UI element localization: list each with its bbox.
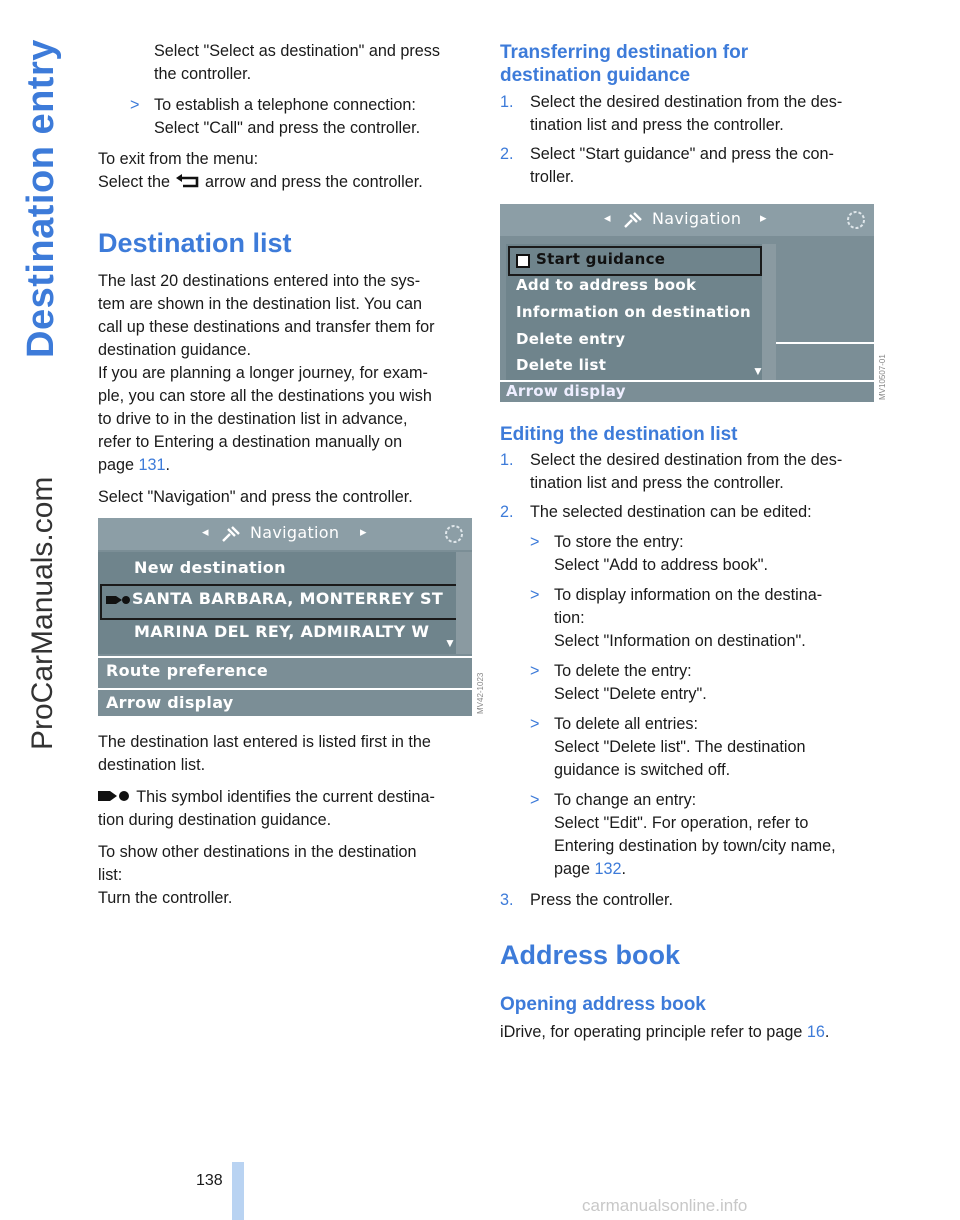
- step-number: 1.: [500, 451, 514, 469]
- heading-destination-list: Destination list: [98, 228, 292, 258]
- edit-step-3: [500, 889, 880, 912]
- chevron-left-icon: ◂: [604, 210, 611, 225]
- bullet-delete-entry: [530, 660, 880, 706]
- heading-line: destination guidance: [500, 65, 691, 86]
- chevron-right-icon: ▸: [760, 210, 767, 225]
- bullet-store-entry: [530, 531, 880, 577]
- scroll-down-icon: ▼: [752, 364, 764, 378]
- page-ref-text: page: [554, 860, 591, 878]
- body-line: tem are shown in the destination list. You can: [98, 295, 422, 313]
- heading-opening-address-book: Opening address book: [500, 994, 706, 1015]
- satellite-icon: [220, 524, 242, 544]
- image-code: [476, 650, 488, 716]
- bullet-marker: >: [530, 662, 540, 680]
- image-code-text: MV42-1023: [476, 672, 485, 714]
- step-text: Select the desired destination from the des-: [530, 93, 843, 111]
- intro-line: Select "Select as destination" and press: [154, 42, 440, 60]
- body-line: to drive to in the destination list in advance,: [98, 410, 408, 428]
- body-line: To show other destinations in the destination: [98, 843, 417, 861]
- page-link-16[interactable]: 16: [806, 1023, 825, 1041]
- destination-entry-2[interactable]: MARINA DEL REY, ADMIRALTY W: [134, 622, 430, 641]
- image-code-text: MV10507-01: [878, 354, 887, 400]
- editing-steps: [500, 449, 880, 912]
- step-text: Press the controller.: [530, 891, 674, 909]
- step-text: tination list and press the controller.: [530, 116, 784, 134]
- left-column-top: [98, 40, 478, 194]
- step-text: troller.: [530, 168, 575, 186]
- heading-address-book: Address book: [500, 940, 681, 970]
- step-1: [500, 91, 880, 137]
- step-number: 3.: [500, 891, 514, 909]
- step-text: Select the desired destination from the des-: [530, 451, 843, 469]
- start-guidance-icon: [516, 254, 530, 268]
- scrollbar[interactable]: [456, 552, 472, 654]
- body-line: destination list.: [98, 756, 206, 774]
- heading-transferring-destination: [500, 41, 748, 87]
- body-line: The destination last entered is listed first in the: [98, 733, 431, 751]
- bullet-text: Select "Edit". For operation, refer to: [554, 814, 809, 832]
- bullet-change-entry: [530, 789, 880, 881]
- divider: [776, 342, 874, 344]
- scroll-down-icon: ▼: [444, 636, 456, 650]
- bullet-text: Select "Call" and press the controller.: [154, 119, 421, 137]
- image-code: [878, 330, 890, 402]
- bullet-text: To delete all entries:: [554, 715, 698, 733]
- symbol-text: This symbol identifies the current destina-: [136, 788, 435, 806]
- bullet-text: guidance is switched off.: [554, 761, 731, 779]
- settings-gear-icon: [844, 208, 868, 232]
- page-ref-text: iDrive, for operating principle refer to page: [500, 1023, 803, 1041]
- step-text: tination list and press the controller.: [530, 474, 784, 492]
- step-2: [500, 143, 880, 189]
- navigation-screen-destination-list: [98, 518, 472, 716]
- step-number: 2.: [500, 145, 514, 163]
- body-line: iDrive, for operating principle refer to page 16.: [500, 1023, 830, 1041]
- menu-item-delete-list[interactable]: Delete list: [516, 356, 607, 374]
- edit-step-1: [500, 449, 880, 495]
- bullet-text: Select "Add to address book".: [554, 556, 768, 574]
- navigation-screen-start-guidance: [500, 204, 874, 402]
- chevron-right-icon: ▸: [360, 524, 367, 539]
- satellite-icon: [622, 210, 644, 230]
- bullet-text: To display information on the destina-: [554, 586, 823, 604]
- menu-item-new-destination[interactable]: New destination: [134, 558, 286, 577]
- divider: [98, 688, 472, 690]
- body-line: tion during destination guidance.: [98, 811, 332, 829]
- page-link-132[interactable]: 132: [594, 860, 622, 878]
- menu-item-route-preference[interactable]: Route preference: [106, 661, 269, 680]
- bullet-text: To establish a telephone connection:: [154, 96, 416, 114]
- menu-item-information-on-destination[interactable]: Information on destination: [516, 303, 752, 321]
- destination-arrow-icon: [106, 594, 130, 606]
- scrollbar[interactable]: [762, 244, 776, 380]
- body-line: call up these destinations and transfer them for: [98, 318, 435, 336]
- chevron-left-icon: ◂: [202, 524, 209, 539]
- body-line: If you are planning a longer journey, for exam-: [98, 364, 428, 382]
- bullet-text: Entering destination by town/city name,: [554, 837, 836, 855]
- bullet-text: To store the entry:: [554, 533, 684, 551]
- transfer-steps: [500, 91, 880, 189]
- body-line: refer to Entering a destination manually on: [98, 433, 403, 451]
- destination-entry-1: SANTA BARBARA, MONTERREY ST: [132, 589, 444, 608]
- body-line: list:: [98, 866, 123, 884]
- page-link-131[interactable]: 131: [138, 456, 166, 474]
- footer-watermark: carmanualsonline.info: [582, 1196, 748, 1215]
- menu-item-delete-entry[interactable]: Delete entry: [516, 330, 626, 348]
- screen-header-title: Navigation: [652, 209, 742, 228]
- symbol-explanation: [98, 786, 478, 809]
- bullet-delete-all: [530, 713, 880, 782]
- exit-text-b: arrow and press the controller.: [205, 173, 423, 191]
- bullet-text: tion:: [554, 609, 585, 627]
- bullet-text: Select "Delete entry".: [554, 685, 707, 703]
- side-watermark: [26, 470, 60, 1190]
- destination-list-intro: [98, 270, 478, 509]
- body-line: The last 20 destinations entered into the sys-: [98, 272, 421, 290]
- step-number: 2.: [500, 503, 514, 521]
- intro-line: the controller.: [154, 65, 252, 83]
- bullet-marker: >: [530, 715, 540, 733]
- bullet-text: page 132.: [554, 860, 627, 878]
- idrive-reference: [500, 1021, 900, 1044]
- bullet-text: To delete the entry:: [554, 662, 692, 680]
- bullet-text: Select "Information on destination".: [554, 632, 806, 650]
- page-number-bar: [232, 1162, 244, 1220]
- bullet-marker: >: [530, 586, 540, 604]
- step-text: Select "Start guidance" and press the con-: [530, 145, 834, 163]
- left-column-bottom: [98, 731, 478, 910]
- bullet-display-info: [530, 584, 880, 653]
- section-title-text: Destination entry: [20, 39, 62, 358]
- menu-item-arrow-display[interactable]: Arrow display: [106, 693, 234, 712]
- bullet-text: To change an entry:: [554, 791, 697, 809]
- menu-item-arrow-display[interactable]: Arrow display: [506, 382, 626, 400]
- heading-editing-destination-list: Editing the destination list: [500, 424, 738, 445]
- settings-gear-icon: [442, 522, 466, 546]
- menu-item-start-guidance[interactable]: Start guidance: [536, 250, 666, 268]
- exit-text: To exit from the menu:: [98, 150, 259, 168]
- sidebar-section-title: [20, 40, 64, 360]
- body-line: Turn the controller.: [98, 889, 233, 907]
- bullet-marker: >: [130, 96, 140, 114]
- bullet-marker: >: [530, 533, 540, 551]
- body-line: Select "Navigation" and press the controller.: [98, 488, 413, 506]
- bullet-marker: >: [530, 791, 540, 809]
- bullet-text: Select "Delete list". The destination: [554, 738, 806, 756]
- back-arrow-icon: [175, 173, 201, 189]
- menu-item-add-to-address-book[interactable]: Add to address book: [516, 276, 697, 294]
- page-number: 138: [196, 1172, 223, 1189]
- body-line: ple, you can store all the destinations you wish: [98, 387, 432, 405]
- body-line: destination guidance.: [98, 341, 251, 359]
- divider: [98, 656, 472, 658]
- step-text: The selected destination can be edited:: [530, 503, 812, 521]
- heading-line: Transferring destination for: [500, 42, 749, 63]
- edit-step-2: [500, 501, 880, 881]
- screen-header-title: Navigation: [250, 523, 340, 542]
- step-number: 1.: [500, 93, 514, 111]
- body-line: page 131.: [98, 456, 171, 474]
- exit-text: [98, 171, 478, 194]
- side-watermark-text: ProCarManuals.com: [26, 476, 59, 750]
- exit-text-a: Select the: [98, 173, 170, 191]
- current-destination-symbol-icon: [98, 789, 132, 803]
- bullet-phone: [130, 94, 478, 140]
- page-ref-text: page: [98, 456, 135, 474]
